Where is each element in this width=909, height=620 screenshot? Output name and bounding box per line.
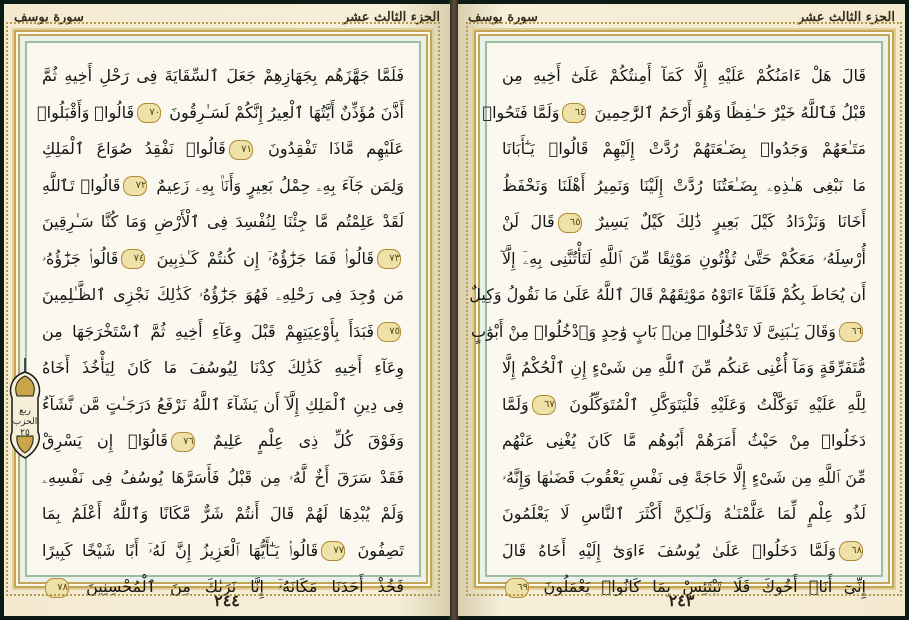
- juz-title: الجزء الثالث عشر: [797, 10, 895, 25]
- ayah-number-marker: ٦٧: [532, 395, 556, 415]
- verse-line: [502, 423, 866, 460]
- page-number: ٢٤٣: [668, 591, 695, 610]
- verse-text: لِلَّهِ عَلَيْهِ تَوَكَّلْتُ وَعَلَيْهِ فَلْيَتَوَكَّلِ ٱلْمُتَوَكِّلُونَ: [558, 394, 866, 414]
- verse-text: قَالَ لَنْ: [502, 212, 555, 231]
- verse-line: [42, 241, 404, 278]
- ayah-number-marker: ٧٣: [377, 249, 401, 269]
- verse-text: قَالُوا۟ جَزَٰٓؤُهُۥ: [42, 248, 119, 268]
- ayah-number-marker: ٧١: [229, 140, 253, 160]
- verse-line: [502, 350, 866, 387]
- right-page-header: [468, 8, 895, 28]
- ayah-number-marker: ٦٥: [558, 213, 582, 233]
- ayah-number-marker: ٧٦: [171, 432, 195, 452]
- left-text-lines: [37, 58, 404, 596]
- ayah-number-marker: ٧٠: [137, 103, 161, 123]
- verse-line: [502, 131, 866, 168]
- verse-line: [502, 387, 866, 424]
- verse-text: فِى دِينِ ٱلْمَلِكِ إِلَّآ أَن يَشَآءَ ٱللَّهُ نَرْفَعُ دَرَجَـٰتٍ مَّن نَّشَآءُ: [42, 394, 404, 414]
- hizb-label-text: ربع الحزب: [12, 406, 38, 427]
- right-text-frame: [469, 30, 894, 596]
- verse-text: أُرْسِلَهُۥ مَعَكُمْ حَتَّىٰ تُؤْتُونِ مَوْثِقًا مِّنَ ٱللَّهِ لَتَأْتُنَّنِى بِهِۦٓ إِلَّآ: [502, 248, 866, 268]
- verse-text: مَن وُجِدَ فِى رَحْلِهِۦ فَهُوَ جَزَٰٓؤُهُۥ كَذَٰلِكَ نَجْزِى ٱلظَّـٰلِمِينَ: [42, 285, 404, 304]
- ayah-number-marker: ٦٨: [839, 541, 863, 561]
- verse-text: وَلَمَّا: [502, 394, 529, 414]
- verse-text: مِّنَ ٱللَّهِ مِن شَىْءٍ إِلَّا حَاجَةً فِى نَفْسِ يَعْقُوبَ قَضَىٰهَا وَإِنَّهُۥ: [502, 467, 866, 487]
- verse-line: [42, 314, 404, 351]
- verse-text: أَن يُحَاطَ بِكُمْ فَلَمَّآ ءَاتَوْهُ مَوْثِقَهُمْ قَالَ ٱللَّهُ عَلَىٰ مَا نَقُولُ وَكِيلٌ: [469, 285, 866, 304]
- verse-text: تَصِفُونَ: [348, 540, 404, 560]
- verse-text: فَخُذْ أَحَدَنَا مَكَانَهُۥٓ إِنَّا نَرَىٰكَ مِنَ ٱلْمُحْسِنِينَ: [72, 577, 404, 596]
- right-text-lines: [469, 58, 866, 596]
- verse-text: قَالُوا۟ تَٱللَّهِ: [42, 175, 121, 195]
- verse-text: لَذُو عِلْمٍ لِّمَا عَلَّمْنَـٰهُ وَلَـٰكِنَّ أَكْثَرَ ٱلنَّاسِ لَا يَعْلَمُونَ: [502, 504, 866, 523]
- juz-title: الجزء الثالث عشر: [342, 10, 440, 25]
- verse-text: وَلَمْ يُبْدِهَا لَهُمْ قَالَ أَنتُمْ شَرٌّ مَّكَانًا وَٱللَّهُ أَعْلَمُ بِمَا: [42, 504, 404, 523]
- verse-line: [37, 95, 404, 132]
- verse-line: [42, 460, 404, 497]
- right-page: [458, 4, 905, 616]
- ayah-number-marker: ٧٥: [377, 322, 401, 342]
- verse-line: [42, 496, 404, 533]
- verse-line: [42, 277, 404, 314]
- ayah-number-marker: ٦٤: [562, 103, 586, 123]
- verse-text: فَبَدَأَ بِأَوْعِيَتِهِمْ قَبْلَ وِعَآءِ أَخِيهِ ثُمَّ ٱسْتَخْرَجَهَا مِن: [42, 321, 374, 341]
- ayah-number-marker: ٧٤: [121, 249, 145, 269]
- verse-text: قَالُوٓا۟ إِن يَسْرِقْ: [42, 431, 168, 450]
- verse-line: [42, 387, 404, 424]
- verse-line: [42, 131, 404, 168]
- verse-text: فَلَمَّا جَهَّزَهُم بِجَهَازِهِمْ جَعَلَ ٱلسِّقَايَةَ فِى رَحْلِ أَخِيهِ ثُمَّ: [42, 66, 404, 85]
- verse-text: قَبْلُ فَٱللَّهُ خَيْرٌ حَـٰفِظًا وَهُوَ أَرْحَمُ ٱلرَّٰحِمِينَ: [589, 102, 866, 122]
- surah-title: سورة يوسف: [14, 10, 84, 25]
- verse-text: قَالُوا۟ فَمَا جَزَٰٓؤُهُۥٓ إِن كُنتُمْ كَـٰذِبِينَ: [148, 248, 374, 268]
- verse-line: [42, 350, 404, 387]
- verse-text: قَالَ هَلْ ءَامَنُكُمْ عَلَيْهِ إِلَّا كَمَآ أَمِنتُكُمْ عَلَىٰٓ أَخِيهِ مِن: [502, 66, 866, 85]
- verse-line: [502, 168, 866, 205]
- verse-text: أَخَانَا وَنَزْدَادُ كَيْلَ بَعِيرٍ ذَٰلِكَ كَيْلٌ يَسِيرٌ: [584, 212, 866, 231]
- verse-text: إِنِّىٓ أَنَا۠ أَخُوكَ فَلَا تَبْتَئِسْ بِمَا كَانُوا۟ يَعْمَلُونَ: [532, 577, 866, 596]
- page-number: ٢٤٤: [214, 591, 240, 610]
- hizb-number: ٢٥: [20, 428, 30, 438]
- verse-line: [502, 58, 866, 95]
- ayah-number-marker: ٦٦: [839, 322, 863, 342]
- verse-text: مَا نَبْغِى هَـٰذِهِۦ بِضَـٰعَتُنَا رُدَّتْ إِلَيْنَا وَنَمِيرُ أَهْلَنَا وَنَحْفَظُ: [502, 175, 866, 195]
- verse-text: وِعَآءِ أَخِيهِ كَذَٰلِكَ كِدْنَا لِيُوسُفَ مَا كَانَ لِيَأْخُذَ أَخَاهُ: [42, 358, 404, 377]
- left-page: [4, 4, 450, 616]
- verse-text: أَذَّنَ مُؤَذِّنٌ أَيَّتُهَا ٱلْعِيرُ إِنَّكُمْ لَسَـٰرِقُونَ: [164, 102, 404, 122]
- verse-line: [502, 460, 866, 497]
- ayah-number-marker: ٧٨: [45, 578, 69, 598]
- left-page-header: [14, 8, 440, 28]
- verse-line: [42, 204, 404, 241]
- verse-text: فَقَدْ سَرَقَ أَخٌ لَّهُۥ مِن قَبْلُ فَأَسَرَّهَا يُوسُفُ فِى نَفْسِهِۦ: [42, 467, 404, 487]
- verse-line: [502, 241, 866, 278]
- verse-line: [469, 277, 866, 314]
- hizb-label: [6, 406, 44, 439]
- surah-title: سورة يوسف: [468, 10, 538, 25]
- verse-text: وَلَمَّا دَخَلُوا۟ عَلَىٰ يُوسُفَ ءَاوَىٰٓ إِلَيْهِ أَخَاهُ قَالَ: [502, 540, 836, 560]
- ayah-number-marker: ٧٧: [321, 541, 345, 561]
- verse-text: عَلَيْهِم مَّاذَا تَفْقِدُونَ: [255, 139, 404, 158]
- verse-line: [42, 423, 404, 460]
- verse-text: دَخَلُوا۟ مِنْ حَيْثُ أَمَرَهُمْ أَبُوهُم مَّا كَانَ يُغْنِى عَنْهُم: [502, 431, 866, 450]
- verse-line: [502, 533, 866, 570]
- verse-text: قَالُوا۟ وَأَقْبَلُوا۟: [37, 102, 135, 122]
- ayah-number-marker: ٦٩: [505, 578, 529, 598]
- hizb-marker: [6, 358, 44, 462]
- verse-text: قَالُوا۟ يَـٰٓأَيُّهَا ٱلْعَزِيزُ إِنَّ لَهُۥٓ أَبًا شَيْخًا كَبِيرًا: [42, 540, 319, 560]
- verse-line: [42, 533, 404, 570]
- verse-text: قَالُوا۟ نَفْقِدُ صُوَاعَ ٱلْمَلِكِ: [42, 139, 226, 158]
- verse-text: وَلِمَن جَآءَ بِهِۦ حِمْلُ بَعِيرٍ وَأَنَا۠ بِهِۦ زَعِيمٌ: [150, 175, 404, 195]
- verse-line: [42, 58, 404, 95]
- verse-line: [482, 95, 866, 132]
- verse-line: [502, 204, 866, 241]
- verse-text: لَقَدْ عَلِمْتُم مَّا جِئْنَا لِنُفْسِدَ فِى ٱلْأَرْضِ وَمَا كُنَّا سَـٰرِقِينَ: [42, 212, 404, 231]
- ayah-number-marker: ٧٢: [123, 176, 147, 196]
- verse-text: وَلَمَّا فَتَحُوا۟: [482, 102, 560, 122]
- verse-line: [471, 314, 866, 351]
- verse-text: وَفَوْقَ كُلِّ ذِى عِلْمٍ عَلِيمٌ: [197, 431, 404, 450]
- verse-line: [42, 168, 404, 205]
- verse-text: مَتَـٰعَهُمْ وَجَدُوا۟ بِضَـٰعَتَهُمْ رُدَّتْ إِلَيْهِمْ قَالُوا۟ يَـٰٓأَبَانَا: [502, 139, 866, 158]
- verse-text: وَقَالَ يَـٰبَنِىَّ لَا تَدْخُلُوا۟ مِنۢ بَابٍ وَٰحِدٍ وَٱدْخُلُوا۟ مِنْ أَبْوَٰبٍ: [471, 321, 836, 341]
- verse-text: مُّتَفَرِّقَةٍ وَمَآ أُغْنِى عَنكُم مِّنَ ٱللَّهِ مِن شَىْءٍ إِنِ ٱلْحُكْمُ إِلَّا: [502, 358, 866, 377]
- verse-line: [502, 496, 866, 533]
- left-text-frame: [14, 30, 432, 596]
